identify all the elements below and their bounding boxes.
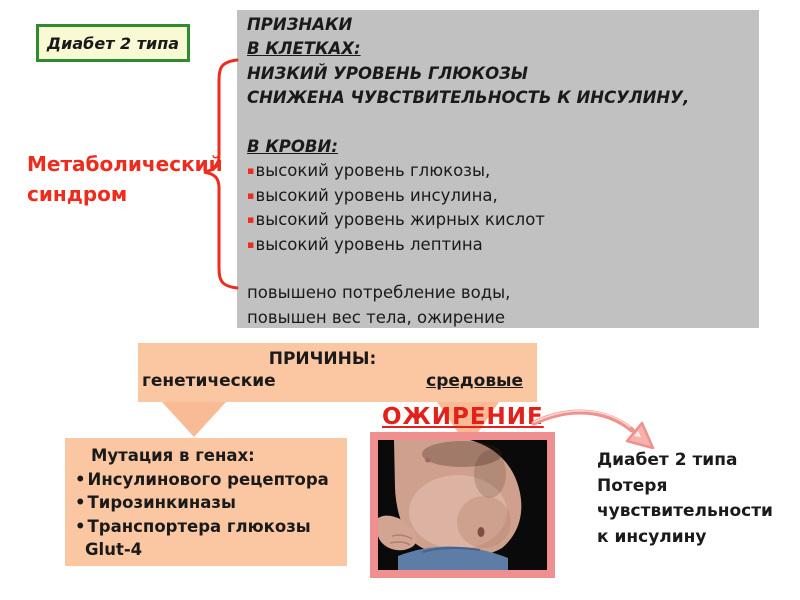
blood-item-fatty-acids: ▪высокий уровень жирных кислот (247, 210, 545, 230)
causes-box (138, 343, 537, 402)
dot-bullet-icon: • (75, 516, 86, 536)
signs-heading: ПРИЗНАКИ (247, 15, 353, 34)
water-intake-line: повышено потребление воды, (247, 283, 511, 303)
gene-mutation-box (65, 438, 347, 566)
dot-bullet-icon: • (75, 493, 86, 512)
spacer (247, 111, 749, 135)
red-square-bullet-icon: ▪ (247, 164, 255, 178)
obesity-photo-image (378, 440, 547, 570)
insulin-sensitivity-note: Диабет 2 типа Потеря чувствительности к инсулину (597, 450, 773, 547)
insulin-sensitivity-line: СНИЖЕНА ЧУВСТВИТЕЛЬНОСТЬ К ИНСУЛИНУ, (247, 88, 690, 108)
in-cells-heading: В КЛЕТКАХ: (247, 39, 361, 59)
diabetes-type2-title: Диабет 2 типа (46, 33, 180, 53)
blood-item-insulin: ▪высокий уровень инсулина, (247, 185, 498, 205)
causes-title: ПРИЧИНЫ: (268, 349, 377, 369)
mutation-item-insulin-receptor: • Инсулинового рецептора (75, 469, 329, 489)
blood-item-leptin: ▪высокий уровень лептина (247, 234, 483, 254)
gene-mutation-title: Мутация в генах: (91, 446, 255, 465)
environmental-causes-label: средовые (426, 371, 523, 391)
red-square-bullet-icon: ▪ (247, 188, 255, 202)
genetic-pointer-triangle (162, 402, 226, 440)
low-glucose-line: НИЗКИЙ УРОВЕНЬ ГЛЮКОЗЫ (247, 63, 528, 83)
red-square-bullet-icon: ▪ (247, 213, 255, 227)
genetic-causes-label: генетические (142, 371, 276, 391)
signs-box (237, 10, 759, 328)
blood-item-glucose: ▪высокий уровень глюкозы, (247, 161, 491, 181)
dot-bullet-icon: • (75, 469, 86, 489)
red-square-bullet-icon: ▪ (247, 237, 255, 251)
mutation-item-tyrosine-kinase: • Тирозинкиназы (75, 493, 236, 512)
diabetes-type2-title-box (36, 24, 190, 62)
spacer (247, 257, 749, 281)
metabolic-syndrome-label: Метаболический синдром (27, 152, 223, 206)
mutation-item-glut4: Glut-4 (85, 540, 143, 559)
mutation-item-glucose-transporter: • Транспортера глюкозы (75, 516, 311, 536)
body-weight-line: повышен вес тела, ожирение (247, 307, 505, 327)
obesity-photo (370, 432, 555, 578)
obesity-label: ОЖИРЕНИЕ (382, 404, 544, 430)
in-blood-heading: В КРОВИ: (247, 136, 338, 156)
